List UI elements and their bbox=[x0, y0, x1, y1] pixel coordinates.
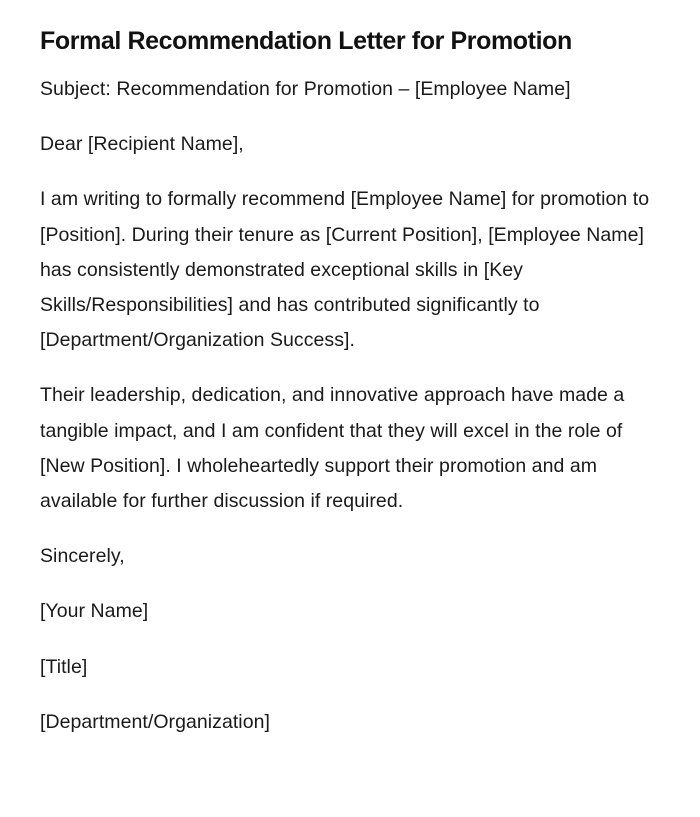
letter-body-paragraph-2: Their leadership, dedication, and innovative approach have made a tangible impact, and I am confident that they will excel in the role of [New Position]. I wholeheartedly support their promotion and am available for further discussion if required. bbox=[40, 384, 625, 513]
signature-department: [Department/Organization] bbox=[40, 710, 270, 733]
signature-title: [Title] bbox=[40, 655, 88, 678]
letter-body-paragraph-1: I am writing to formally recommend [Employee Name] for promotion to [Position]. During their tenure as [Current Position], [Employee Name] has consistently demonstrated exceptional skills in [Key Skills/Responsibilities] and has contributed significantly to [Department/Organization Success]. bbox=[40, 188, 650, 352]
letter-title: Formal Recommendation Letter for Promotion bbox=[40, 27, 572, 55]
letter-subject: Subject: Recommendation for Promotion – [Employee Name] bbox=[40, 78, 571, 100]
signature-name: [Your Name] bbox=[40, 600, 149, 623]
letter-salutation: Dear [Recipient Name], bbox=[40, 133, 244, 156]
letter-closing: Sincerely, bbox=[40, 545, 125, 568]
